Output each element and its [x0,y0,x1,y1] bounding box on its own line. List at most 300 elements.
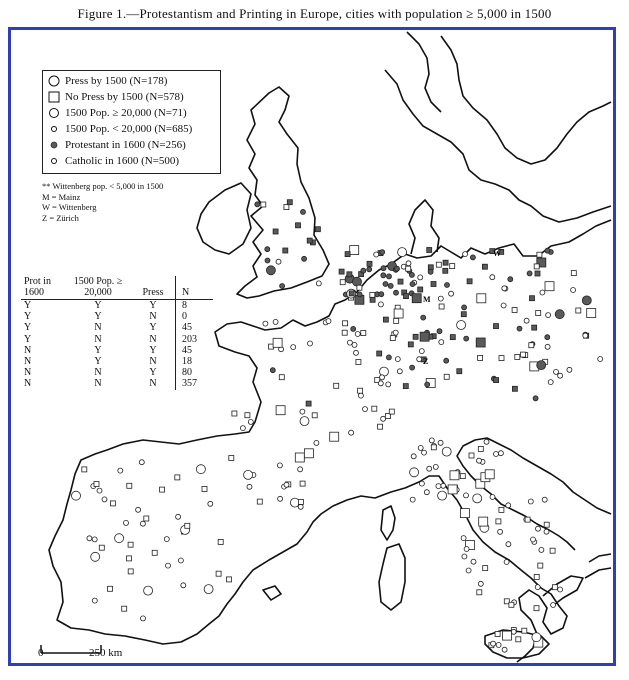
city-symbol [139,460,144,465]
city-symbol [386,355,391,360]
city-symbol [424,490,429,495]
city-symbol [276,259,281,264]
col-header-n: N [176,276,214,300]
city-symbol [558,587,563,592]
city-symbol [496,519,501,524]
city-symbol [544,522,549,527]
city-symbol [546,313,551,318]
city-symbol [411,454,416,459]
city-symbol [555,310,564,319]
city-symbol [357,292,362,297]
city-symbol [118,468,123,473]
city-symbol [539,547,544,552]
city-symbol [356,360,361,365]
city-symbol [439,304,444,309]
note-wittenberg: ** Wittenberg pop. < 5,000 in 1500 [42,181,164,191]
city-symbol [136,507,141,512]
city-symbol [512,386,517,391]
city-symbol [466,568,471,573]
city-symbol [587,309,596,318]
city-symbol [439,340,444,345]
table-row [21,345,213,356]
scandinavia-coast [385,70,611,222]
city-symbol [532,633,541,642]
city-symbol [464,493,469,498]
city-symbol [110,501,115,506]
city-symbol [298,499,303,504]
city-symbol [115,534,124,543]
city-symbol [276,406,285,415]
city-symbol [175,475,180,480]
city-symbol [144,516,149,521]
city-symbol [92,598,97,603]
city-symbol [473,494,482,503]
city-symbol [122,606,127,611]
city-symbol [351,326,356,331]
city-symbol [537,361,546,370]
table-cell: Y [24,311,32,323]
table-cell: N [24,378,32,390]
table-cell: N [94,322,102,334]
city-symbol [102,497,107,502]
city-symbol [545,282,554,291]
city-symbol [442,447,451,456]
city-symbol [431,445,436,450]
city-symbol [551,603,556,608]
city-symbol [127,483,132,488]
city-symbol [534,574,539,579]
city-symbol [444,374,449,379]
city-symbol [490,495,495,500]
city-symbol [245,413,250,418]
table-cell: Y [24,333,32,345]
city-symbol [406,261,411,266]
city-symbol [438,440,443,445]
city-symbol [550,548,555,553]
city-label-zurich: Z [423,357,429,366]
city-symbol [462,305,467,310]
city-symbol [378,302,383,307]
table-cell: N [94,333,102,345]
city-symbol [82,467,87,472]
city-symbol [598,357,603,362]
city-symbol [406,266,411,271]
city-symbol [448,485,457,494]
city-symbol [517,326,522,331]
city-symbol [461,536,466,541]
balearic-coast [263,586,281,600]
city-symbol [515,354,520,359]
legend-item-no-press [43,90,184,103]
large-open-circle-icon [43,75,65,87]
city-symbol [436,262,441,267]
city-symbol [425,382,430,387]
city-symbol [232,411,237,416]
city-symbol [381,416,386,421]
city-symbol [300,417,309,426]
city-symbol [535,585,540,590]
city-symbol [537,252,542,257]
city-symbol [255,202,260,207]
table-cell: N [24,367,32,379]
table-cell: Y [94,300,102,311]
city-symbol [485,470,494,479]
city-symbol [471,559,476,564]
city-symbol [141,616,146,621]
city-symbol [436,484,441,489]
city-symbol [413,334,418,339]
city-symbol [87,536,92,541]
city-symbol [412,294,421,303]
city-symbol [398,279,403,284]
table-cell: N [149,378,157,390]
small-open-circle-icon [43,155,65,167]
city-symbol [506,542,511,547]
table-cell: Y [24,322,32,334]
city-symbol [494,378,499,383]
city-symbol [178,558,183,563]
city-symbol [72,491,81,500]
city-symbol [300,409,305,414]
city-symbol [438,491,447,500]
city-symbol [478,446,483,451]
city-symbol [450,264,455,269]
city-symbol [418,275,423,280]
city-symbol [280,284,285,289]
city-symbol [558,373,563,378]
city-symbol [164,537,169,542]
city-symbol [476,338,485,347]
legend-notes [42,181,163,223]
map-legend [42,70,221,174]
table-row [21,367,213,378]
city-symbol [287,200,292,205]
city-symbol [494,452,499,457]
city-symbol [460,509,469,518]
city-symbol [484,439,489,444]
city-symbol [398,248,407,257]
city-symbol [370,297,375,302]
legend-label: Protestant in 1600 (N=256) [65,138,186,151]
city-label-mainz: M [423,295,431,304]
city-symbol [548,380,553,385]
city-symbol [511,629,516,634]
col-header-press: Press [131,276,176,300]
city-symbol [428,269,433,274]
city-symbol [532,325,537,330]
table-cell: N [149,311,157,323]
city-symbol [388,283,393,288]
city-symbol [394,290,399,295]
table-cell: 357 [176,378,214,389]
city-symbol [460,474,465,479]
city-symbol [544,529,549,534]
ireland-coast [197,183,251,254]
city-symbol [345,252,350,257]
city-symbol [545,248,550,253]
city-symbol [124,520,129,525]
city-symbol [91,552,100,561]
city-symbol [420,332,429,341]
city-symbol [527,271,532,276]
city-symbol [530,296,535,301]
table-row [21,378,213,389]
scale-labels [38,647,123,659]
city-symbol [449,291,454,296]
scale-end-label: 250 km [89,647,123,659]
map-frame [8,27,616,666]
legend-item-pop-large [43,106,187,119]
city-symbol [464,336,469,341]
city-symbol [273,319,278,324]
city-symbol [218,539,223,544]
city-symbol [358,393,363,398]
city-symbol [528,499,533,504]
legend-label: Press by 1500 (N=178) [65,74,168,87]
city-symbol [216,571,221,576]
note-wittenberg-key: W = Wittenberg [42,202,97,212]
city-symbol [108,586,113,591]
corsica-coast [381,506,395,540]
city-symbol [408,342,413,347]
city-symbol [342,330,347,335]
city-symbol [529,343,534,348]
city-symbol [128,569,133,574]
legend-item-pop-small [43,122,192,135]
table-cell: Y [149,322,157,334]
city-symbol [266,266,275,275]
table-cell: Y [94,356,102,368]
city-symbol [477,590,482,595]
city-symbol [477,294,486,303]
table-cell: 18 [176,356,214,367]
legend-item-press [43,74,167,87]
legend-label: 1500 Pop. ≥ 20,000 (N=71) [65,106,187,119]
city-symbol [302,256,307,261]
city-symbol [445,283,450,288]
table-cell: Y [94,344,102,356]
city-label-wittenberg: W [493,249,501,258]
city-symbol [552,585,557,590]
city-symbol [571,288,576,293]
city-symbol [501,303,506,308]
city-symbol [240,426,245,431]
city-symbol [94,482,99,487]
city-symbol [367,267,372,272]
city-symbol [502,647,507,652]
table-cell: Y [149,344,157,356]
city-symbol [490,275,495,280]
city-symbols [72,200,603,653]
city-symbol [533,396,538,401]
city-symbol [516,637,521,642]
city-symbol [355,332,360,337]
city-symbol [383,317,388,322]
city-symbol [464,547,469,552]
city-symbol [477,458,482,463]
city-symbol [534,606,539,611]
sardinia-coast [379,544,405,610]
table-cell: 45 [176,322,214,333]
legend-label: No Press by 1500 (N=578) [65,90,184,103]
city-symbol [479,517,488,526]
filled-circle-icon [43,139,65,151]
city-symbol [196,465,205,474]
city-symbol [450,335,455,340]
city-symbol [389,409,394,414]
table-cell: Y [149,367,157,379]
city-symbol [418,445,423,450]
city-symbol [284,482,289,487]
city-symbol [567,367,572,372]
city-symbol [418,287,423,292]
summary-table [21,276,213,390]
city-symbol [278,496,283,501]
city-symbol [536,311,541,316]
col-header-prot: Prot in 1600 [21,276,65,300]
legend-label: Catholic in 1600 (N=500) [65,154,180,167]
norway-fjord [407,32,441,112]
city-symbol [301,209,306,214]
city-symbol [208,501,213,506]
city-symbol [534,264,539,269]
city-symbol [437,329,442,334]
scale-start-label: 0 [38,647,44,659]
city-symbol [429,438,434,443]
note-mainz: M = Mainz [42,191,81,202]
city-symbol [522,628,527,633]
city-symbol [545,344,550,349]
city-symbol [387,274,392,279]
city-symbol [545,335,550,340]
city-symbol [483,566,488,571]
city-symbol [379,292,384,297]
table-cell: Y [149,300,157,311]
table-cell: 8 [176,300,214,312]
city-symbol [540,290,545,295]
city-symbol [582,296,591,305]
city-symbol [531,537,536,542]
city-symbol [343,321,348,326]
city-symbol [144,586,153,595]
city-symbol [383,282,388,287]
table-header-row [21,276,213,300]
city-symbol [181,583,186,588]
city-symbol [462,554,467,559]
city-symbol [554,369,559,374]
table-cell: N [149,333,157,345]
city-symbol [410,282,415,287]
great-britain-coast [237,87,329,298]
city-symbol [457,369,462,374]
city-symbol [363,407,368,412]
table-row [21,334,213,345]
city-symbol [291,345,296,350]
city-symbol [279,375,284,380]
city-symbol [308,341,313,346]
city-symbol [378,381,383,386]
legend-item-catholic [43,154,179,167]
city-symbol [326,319,331,324]
city-symbol [295,453,304,462]
table-cell: N [24,344,32,356]
city-symbol [354,350,359,355]
city-symbol [427,248,432,253]
legend-label: 1500 Pop. < 20,000 (N=685) [65,122,193,135]
city-symbol [273,338,282,347]
city-symbol [296,223,301,228]
city-symbol [395,266,400,271]
city-symbol [92,537,97,542]
city-symbol [283,248,288,253]
city-symbol [248,419,253,424]
city-symbol [244,470,253,479]
table-cell: 45 [176,345,214,356]
city-symbol [503,631,512,640]
city-symbol [463,252,468,257]
city-symbol [372,406,377,411]
city-symbol [128,542,133,547]
large-open-square-icon [43,91,65,103]
city-symbol [506,503,511,508]
city-symbol [202,487,207,492]
city-symbol [358,388,363,393]
city-symbol [298,467,303,472]
city-symbol [265,247,270,252]
city-symbol [496,643,501,648]
city-symbol [469,453,474,458]
note-zurich: Z = Zürich [42,212,79,223]
city-symbol [419,481,424,486]
city-symbol [535,271,540,276]
city-symbol [410,497,415,502]
city-symbol [427,466,432,471]
city-symbol [499,356,504,361]
table-row [21,322,213,333]
city-symbol [263,321,268,326]
city-symbol [498,529,503,534]
city-symbol [461,312,466,317]
city-symbol [284,205,289,210]
city-symbol [367,261,372,266]
table-cell: Y [24,300,32,311]
table-cell: 203 [176,334,214,345]
city-symbol [361,268,366,273]
city-symbol [185,523,190,528]
city-symbol [312,413,317,418]
city-symbol [330,432,339,441]
denmark-coast [409,200,439,254]
city-symbol [349,430,354,435]
city-symbol [444,358,449,363]
col-header-pop: 1500 Pop. ≥ 20,000 [65,276,131,300]
city-symbol [204,585,213,594]
city-symbol [441,483,446,488]
city-symbol [314,440,319,445]
city-symbol [538,563,543,568]
city-symbol [422,450,427,455]
city-symbol [127,556,132,561]
city-symbol [443,260,448,265]
legend-item-protestant [43,138,186,151]
city-symbol [166,563,171,568]
city-symbol [433,464,438,469]
table-cell: N [24,356,32,368]
city-symbol [397,369,402,374]
small-open-circle-icon [43,123,65,135]
city-symbol [421,315,426,320]
city-symbol [509,602,514,607]
